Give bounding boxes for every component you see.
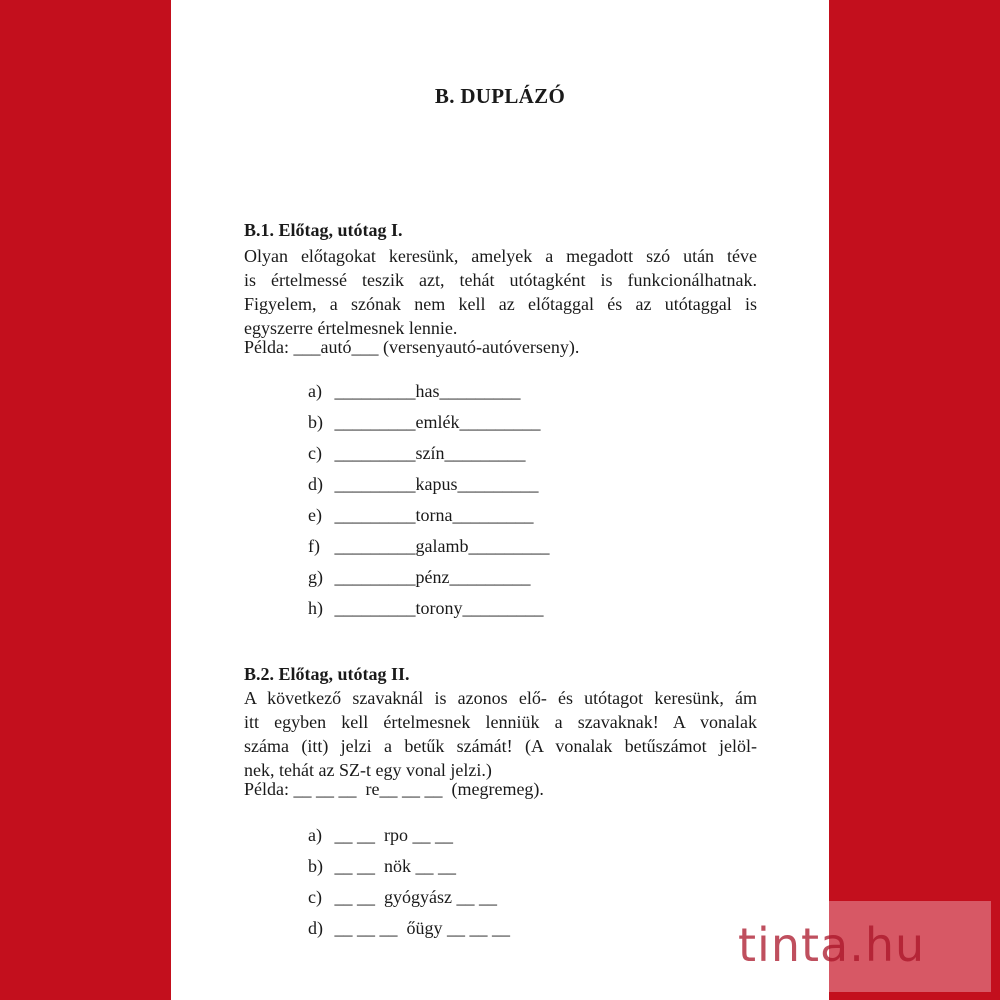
instruction-line: itt egyben kell értelmesnek lenniük a szavaknak! A vonalak (244, 712, 757, 732)
instruction-line: egyszerre értelmesnek lennie. (244, 318, 458, 338)
exercise-item (308, 531, 549, 562)
section-b2-example: Példa: __ __ __ re__ __ __ (megremeg). (244, 779, 544, 799)
item-letter: c) (308, 887, 322, 907)
section-b1-instructions (244, 244, 757, 340)
book-page (171, 0, 829, 1000)
item-text: _________torna_________ (334, 505, 534, 525)
section-b2-items (308, 820, 510, 944)
item-text: __ __ __ őügy __ __ __ (334, 918, 510, 938)
exercise-item (308, 593, 549, 624)
section-b1-items (308, 376, 549, 624)
item-letter: h) (308, 598, 323, 618)
item-letter: d) (308, 918, 323, 938)
item-text: _________kapus_________ (334, 474, 539, 494)
exercise-item (308, 851, 510, 882)
exercise-item (308, 407, 549, 438)
exercise-item (308, 376, 549, 407)
item-text: _________galamb_________ (334, 536, 550, 556)
item-letter: f) (308, 536, 320, 556)
item-letter: e) (308, 505, 322, 525)
item-text: _________szín_________ (334, 443, 526, 463)
instruction-line: nek, tehát az SZ-t egy vonal jelzi.) (244, 760, 492, 780)
instruction-line: száma (itt) jelzi a betűk számát! (A vonalak betűszámot jelöl- (244, 736, 757, 756)
item-letter: b) (308, 412, 323, 432)
section-b2-instructions (244, 686, 757, 782)
exercise-item (308, 562, 549, 593)
instruction-line: A következő szavaknál is azonos elő- és utótagot keresünk, ám (244, 688, 757, 708)
item-letter: a) (308, 381, 322, 401)
instruction-line: is értelmessé teszik azt, tehát utótagként is funkcionálhatnak. (244, 270, 757, 290)
item-text: _________pénz_________ (334, 567, 531, 587)
item-letter: g) (308, 567, 323, 587)
section-b1-example: Példa: ___autó___ (versenyautó-autóverseny). (244, 337, 580, 357)
watermark-logo: tinta.hu (738, 918, 926, 972)
item-text: __ __ nök __ __ (334, 856, 456, 876)
item-letter: b) (308, 856, 323, 876)
item-letter: d) (308, 474, 323, 494)
instruction-line: Figyelem, a szónak nem kell az előtaggal és az utótaggal is (244, 294, 757, 314)
page-title: B. DUPLÁZÓ (434, 84, 566, 108)
exercise-item (308, 820, 510, 851)
item-text: _________emlék_________ (334, 412, 541, 432)
instruction-line: Olyan előtagokat keresünk, amelyek a megadott szó után téve (244, 246, 757, 266)
item-text: _________torony_________ (334, 598, 544, 618)
exercise-item (308, 438, 549, 469)
item-text: __ __ gyógyász __ __ (334, 887, 497, 907)
exercise-item (308, 469, 549, 500)
section-b2-heading: B.2. Előtag, utótag II. (244, 664, 410, 684)
item-letter: c) (308, 443, 322, 463)
section-b1-heading: B.1. Előtag, utótag I. (244, 220, 403, 240)
item-letter: a) (308, 825, 322, 845)
item-text: _________has_________ (334, 381, 521, 401)
exercise-item (308, 500, 549, 531)
exercise-item (308, 913, 510, 944)
item-text: __ __ rpo __ __ (334, 825, 453, 845)
exercise-item (308, 882, 510, 913)
